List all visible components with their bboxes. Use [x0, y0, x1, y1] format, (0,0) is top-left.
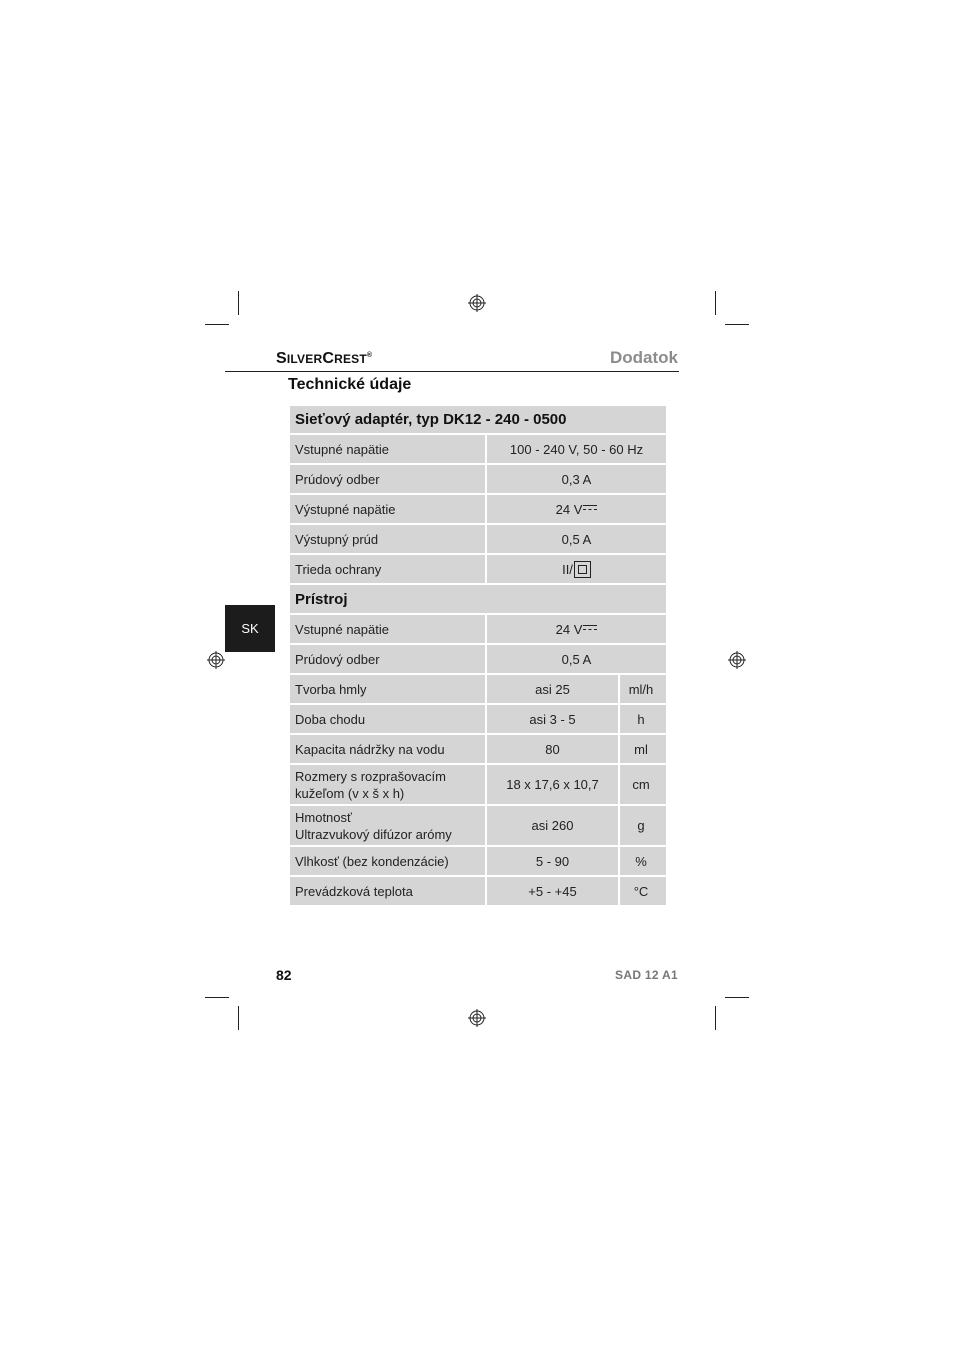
model-number: SAD 12 A1: [615, 968, 678, 982]
row-value: +5 - +45: [485, 877, 618, 905]
crop-mark: [715, 1006, 716, 1030]
row-value: 0,5 A: [485, 645, 666, 673]
row-value: 24 V: [485, 615, 666, 643]
dc-symbol-icon: [583, 625, 597, 631]
row-label: Doba chodu: [295, 711, 366, 727]
row-label: Tvorba hmly: [295, 681, 367, 697]
section-header-device: [290, 585, 666, 613]
row-value: asi 25: [485, 675, 618, 703]
table-row: [290, 465, 666, 493]
table-row: [290, 847, 666, 875]
row-value: asi 260: [485, 806, 618, 845]
table-row: [290, 555, 666, 583]
row-label: Prevádzková teplota: [295, 883, 413, 899]
table-row: [290, 435, 666, 463]
crop-mark: [238, 1006, 239, 1030]
brand-logo: SILVERCREST®: [276, 350, 373, 367]
row-value: II/: [485, 555, 666, 583]
page-heading: Technické údaje: [288, 376, 412, 393]
crop-mark: [238, 291, 239, 315]
spec-table: [290, 406, 666, 907]
row-unit: g: [618, 806, 662, 845]
section-title-device: Prístroj: [295, 590, 348, 608]
crop-mark: [725, 997, 749, 998]
row-label: Prúdový odber: [295, 651, 380, 667]
row-unit: ml: [618, 735, 662, 763]
table-row: [290, 615, 666, 643]
row-value: 0,3 A: [485, 465, 666, 493]
crop-mark: [205, 324, 229, 325]
crop-mark: [725, 324, 749, 325]
row-label: Výstupný prúd: [295, 531, 379, 547]
row-label: Výstupné napätie: [295, 501, 396, 517]
registration-mark-icon: [207, 651, 225, 669]
row-value: 24 V: [485, 495, 666, 523]
row-label: Rozmery s rozprašovacím kužeľom (v x š x h): [295, 768, 446, 801]
table-row: [290, 877, 666, 905]
section-title-adapter: Sieťový adaptér, typ DK12 - 240 - 0500: [295, 411, 567, 428]
language-tab: SK: [225, 605, 275, 652]
table-row: [290, 495, 666, 523]
row-label: Vlhkosť (bez kondenzácie): [295, 853, 449, 869]
row-value: 0,5 A: [485, 525, 666, 553]
row-value: 18 x 17,6 x 10,7: [485, 765, 618, 804]
table-row: [290, 806, 666, 845]
protection-class-ii-icon: [574, 561, 591, 578]
section-header-adapter: [290, 406, 666, 433]
row-label: Prúdový odber: [295, 471, 380, 487]
table-row: [290, 735, 666, 763]
header-divider: [225, 371, 679, 372]
row-value: asi 3 - 5: [485, 705, 618, 733]
row-value: 80: [485, 735, 618, 763]
row-unit: ml/h: [618, 675, 662, 703]
table-row: [290, 525, 666, 553]
row-unit: %: [618, 847, 662, 875]
registration-mark-icon: [728, 651, 746, 669]
row-label: Vstupné napätie: [295, 621, 389, 637]
page-number: 82: [276, 967, 292, 983]
table-row: [290, 765, 666, 804]
table-row: [290, 645, 666, 673]
row-unit: h: [618, 705, 662, 733]
row-value: 5 - 90: [485, 847, 618, 875]
row-unit: °C: [618, 877, 662, 905]
table-row: [290, 675, 666, 703]
row-label: Hmotnosť Ultrazvukový difúzor arómy: [295, 809, 452, 842]
section-title: Dodatok: [610, 348, 678, 367]
dc-symbol-icon: [583, 505, 597, 511]
row-label: Trieda ochrany: [295, 561, 382, 577]
row-unit: cm: [618, 765, 662, 804]
row-value: 100 - 240 V, 50 - 60 Hz: [485, 435, 666, 463]
table-row: [290, 705, 666, 733]
crop-mark: [205, 997, 229, 998]
crop-mark: [715, 291, 716, 315]
row-label: Vstupné napätie: [295, 441, 389, 457]
registration-mark-icon: [468, 1009, 486, 1027]
row-label: Kapacita nádržky na vodu: [295, 741, 445, 757]
registration-mark-icon: [468, 294, 486, 312]
